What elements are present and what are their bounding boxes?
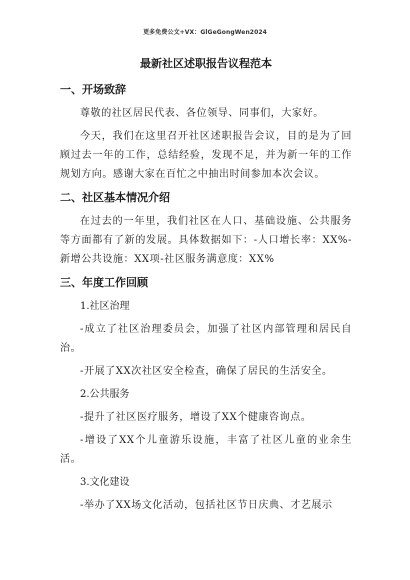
list-item: -成立了社区治理委员会，加强了社区内部管理和居民自治。 <box>60 324 352 354</box>
section-heading-review: 三、年度工作回顾 <box>60 276 148 289</box>
paragraph: 今天，我们在这里召开社区述职报告会议，目的是为了回顾过去一年的工作，总结经验，发现不足，并为新一年的工作规划方向。感谢大家在百忙之中抽出时间参加本次会议。 <box>60 131 352 180</box>
list-item: 1.社区治理 <box>80 301 130 312</box>
list-item: 3.文化建设 <box>80 477 130 488</box>
list-item: -增设了XX个儿童游乐设施，丰富了社区儿童的业余生活。 <box>60 435 352 465</box>
header-note: 更多免费公文+VX：GlGeGongWen2024 <box>143 29 267 36</box>
list-item: -开展了XX次社区安全检查，确保了居民的生活安全。 <box>80 366 333 377</box>
list-item: -举办了XX场文化活动，包括社区节日庆典、才艺展示 <box>80 500 333 511</box>
paragraph: 在过去的一年里，我们社区在人口、基础设施、公共服务等方面都有了新的发展。具体数据如下：-人口增长率：XX%-新增公共设施：XX项-社区服务满意度：XX% <box>60 216 352 265</box>
section-heading-opening: 一、开场致辞 <box>60 83 126 96</box>
list-item: 2.公共服务 <box>80 389 130 400</box>
paragraph: 尊敬的社区居民代表、各位领导、同事们，大家好。 <box>80 108 324 119</box>
section-heading-overview: 二、社区基本情况介绍 <box>60 191 170 204</box>
document-body <box>60 56 352 519</box>
document-title: 最新社区述职报告议程范本 <box>140 57 272 70</box>
list-item: -提升了社区医疗服务，增设了XX个健康咨询点。 <box>80 412 312 423</box>
